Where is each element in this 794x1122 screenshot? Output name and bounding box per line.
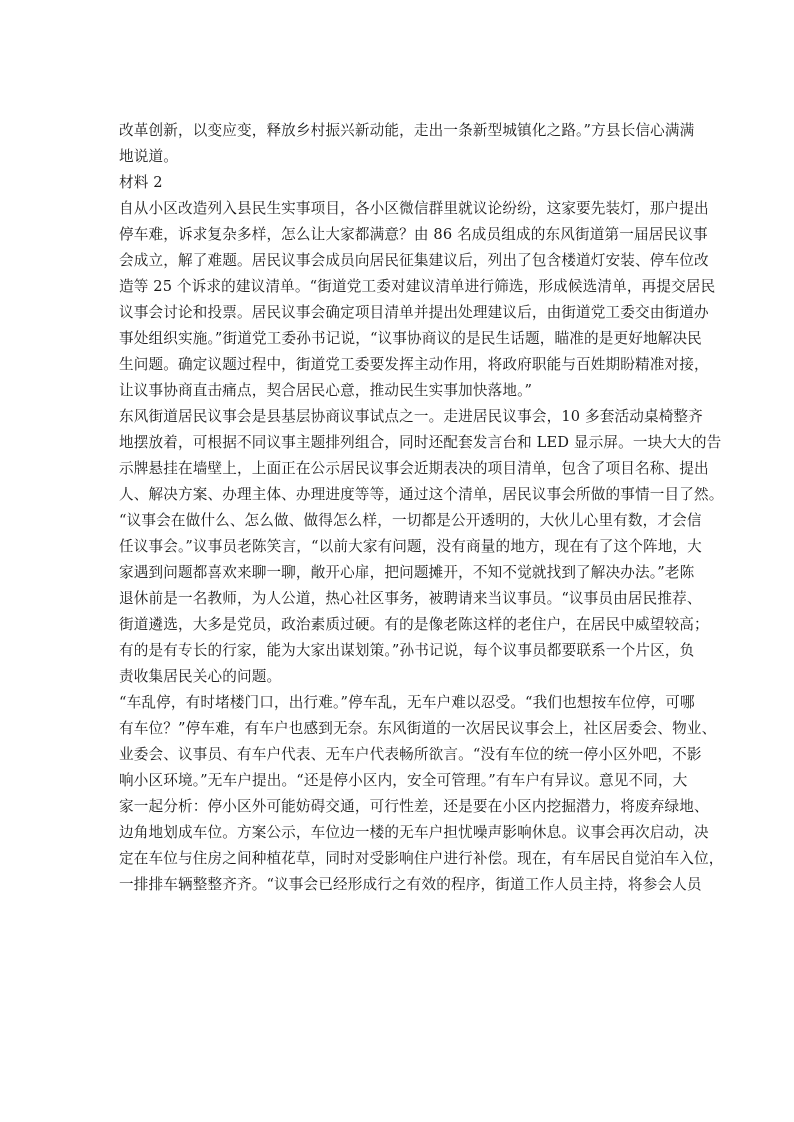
text-line: 地摆放着，可根据不同议事主题排列组合，同时还配套发言台和 LED 显示屏。一块大大的告	[119, 434, 722, 451]
text-line: 有的是有专长的行家，能为大家出谋划策。”孙书记说，每个议事员都要联系一个片区，负	[119, 642, 695, 659]
text-line: 自从小区改造列入县民生实事项目，各小区微信群里就议论纷纷，这家要先装灯，那户提出	[119, 200, 709, 217]
text-line: 东风街道居民议事会是县基层协商议事试点之一。走进居民议事会，10 多套活动桌椅整齐	[119, 408, 703, 425]
text-line: 家遇到问题都喜欢来聊一聊，敞开心扉，把问题摊开，不知不觉就找到了解决办法。”老陈	[119, 564, 695, 581]
text-line: 让议事协商直击痛点，契合居民心意，推动民生实事加快落地。”	[119, 382, 533, 399]
text-line: 定在车位与住房之间种植花草，同时对受影响住户进行补偿。现在，有车居民自觉泊车入位，	[119, 850, 724, 867]
text-line: “议事会在做什么、怎么做、做得怎么样，一切都是公开透明的，大伙儿心里有数，才会信	[119, 512, 702, 529]
text-line: 边角地划成车位。方案公示，车位边一楼的无车户担忧噪声影响休息。议事会再次启动，决	[119, 824, 709, 841]
text-line: 任议事会。”议事员老陈笑言，“以前大家有问题，没有商量的地方，现在有了这个阵地，大	[119, 538, 702, 555]
text-line: 业委会、议事员、有车户代表、无车户代表畅所欲言。“没有车位的统一停小区外吧，不影	[119, 746, 702, 763]
text-line: 责收集居民关心的问题。	[119, 668, 282, 685]
text-line: 生问题。确定议题过程中，街道党工委要发挥主动作用，将政府职能与百姓期盼精准对接，	[119, 356, 709, 373]
text-line: 会成立，解了难题。居民议事会成员向居民征集建议后，列出了包含楼道灯安装、停车位改	[119, 252, 709, 269]
text-line: 人、解决方案、办理主体、办理进度等等，通过这个清单，居民议事会所做的事情一目了然。	[119, 486, 724, 503]
text-line: 停车难，诉求复杂多样，怎么让大家都满意？由 86 名成员组成的东风街道第一届居民议事	[119, 226, 708, 243]
text-line: 一排排车辆整整齐齐。“议事会已经形成行之有效的程序，街道工作人员主持，将参会人员	[119, 876, 702, 893]
section-heading: 材料 2	[119, 174, 163, 191]
text-line: “车乱停，有时堵楼门口，出行难。”停车乱，无车户难以忍受。“我们也想按车位停，可哪	[119, 694, 695, 711]
text-line: 有车位？”停车难，有车户也感到无奈。东风街道的一次居民议事会上，社区居委会、物业、	[119, 720, 717, 737]
text-line: 地说道。	[119, 148, 178, 165]
text-line: 家一起分析：停小区外可能妨碍交通，可行性差，还是要在小区内挖掘潜力，将废弃绿地、	[119, 798, 709, 815]
text-line: 街道遴选，大多是党员，政治素质过硬。有的是像老陈这样的老住户，在居民中威望较高；	[119, 616, 709, 633]
text-line: 示牌悬挂在墙壁上，上面正在公示居民议事会近期表决的项目清单，包含了项目名称、提出	[119, 460, 709, 477]
text-line: 退休前是一名教师，为人公道，热心社区事务，被聘请来当议事员。“议事员由居民推荐、	[119, 590, 702, 607]
text-line: 议事会讨论和投票。居民议事会确定项目清单并提出处理建议后，由街道党工委交由街道办	[119, 304, 709, 321]
text-line: 造等 25 个诉求的建议清单。“街道党工委对建议清单进行筛选，形成候选清单，再提交居民	[119, 278, 716, 295]
text-line: 事处组织实施。”街道党工委孙书记说，“议事协商议的是民生话题，瞄准的是更好地解决民	[119, 330, 702, 347]
text-line: 响小区环境。”无车户提出。“还是停小区内，安全可管理。”有车户有异议。意见不同，大	[119, 772, 688, 789]
text-line: 改革创新，以变应变，释放乡村振兴新动能，走出一条新型城镇化之路。”方县长信心满满	[119, 122, 695, 139]
